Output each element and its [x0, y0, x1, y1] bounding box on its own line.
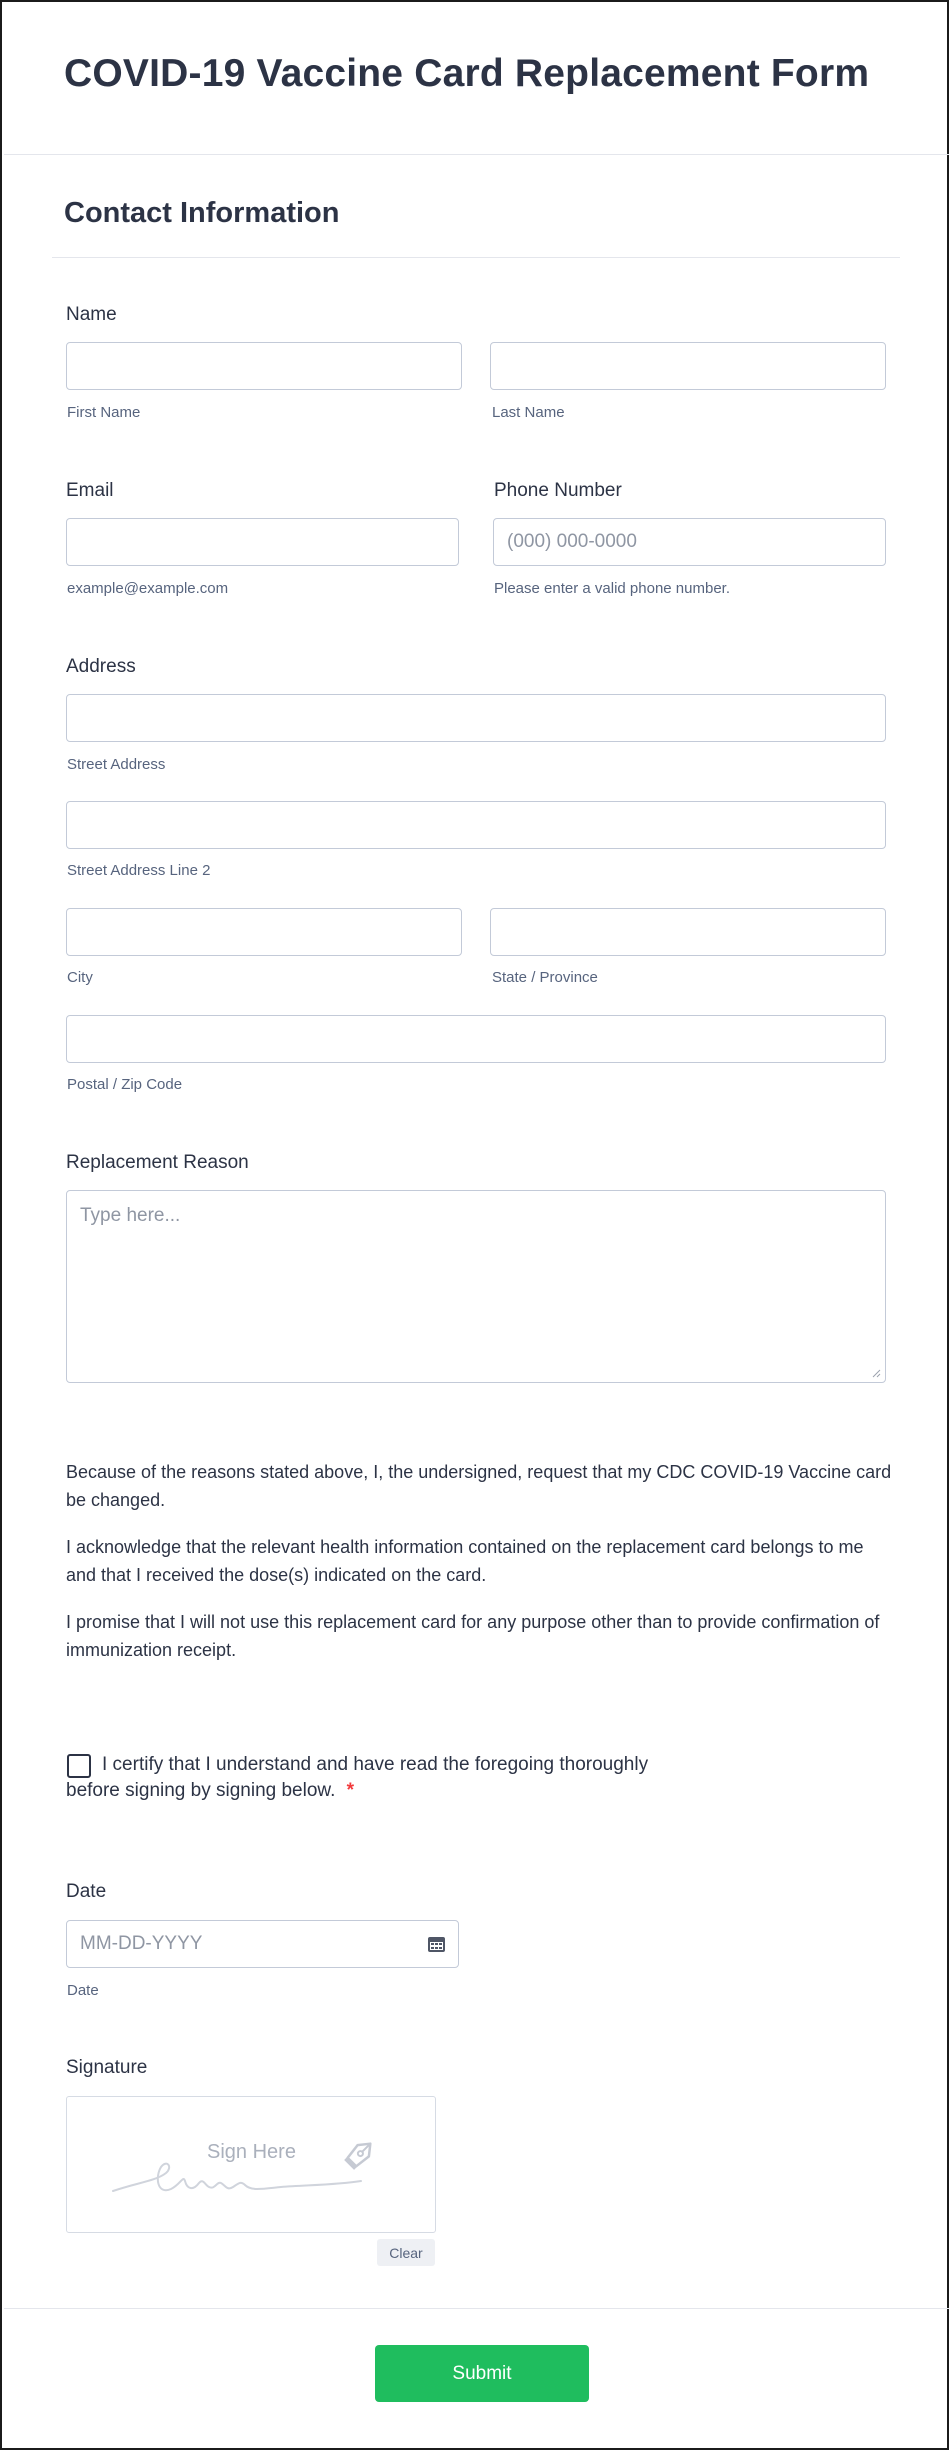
certify-text-line2: before signing by signing below.: [66, 1780, 336, 1801]
footer-divider: [4, 2308, 949, 2309]
date-input[interactable]: [66, 1920, 459, 1968]
zip-code-input[interactable]: [66, 1015, 886, 1063]
phone-input[interactable]: [493, 518, 886, 566]
replacement-reason-label: Replacement Reason: [66, 1152, 249, 1173]
name-label: Name: [66, 304, 117, 325]
submit-button[interactable]: Submit: [375, 2345, 589, 2402]
street-address-sublabel: Street Address: [67, 756, 166, 773]
certify-text-line1: I certify that I understand and have read the foregoing thoroughly: [102, 1754, 649, 1775]
phone-label: Phone Number: [494, 480, 622, 501]
signature-pad[interactable]: [66, 2096, 436, 2233]
statement-paragraph-3: I promise that I will not use this replacement card for any purpose other than to provide confirmation of immunization receipt.: [66, 1612, 880, 1660]
header-divider: [4, 154, 949, 155]
phone-sublabel: Please enter a valid phone number.: [494, 580, 730, 597]
email-sublabel: example@example.com: [67, 580, 229, 597]
zip-code-sublabel: Postal / Zip Code: [67, 1076, 183, 1093]
resize-handle-icon[interactable]: [872, 1369, 881, 1378]
phone-placeholder: (000) 000-0000: [507, 531, 637, 552]
replacement-reason-placeholder: Type here...: [80, 1205, 181, 1226]
last-name-sublabel: Last Name: [492, 404, 565, 421]
certify-checkbox[interactable]: [67, 1754, 91, 1778]
date-label: Date: [66, 1881, 107, 1902]
first-name-sublabel: First Name: [67, 404, 141, 421]
state-input[interactable]: [490, 908, 886, 956]
email-label: Email: [66, 480, 114, 501]
pen-nib-icon: [339, 2135, 379, 2175]
state-sublabel: State / Province: [492, 969, 598, 986]
first-name-input[interactable]: [66, 342, 462, 390]
signature-hint: Sign Here: [207, 2141, 296, 2163]
last-name-input[interactable]: [490, 342, 886, 390]
date-sublabel: Date: [67, 1982, 99, 1999]
form-title: COVID-19 Vaccine Card Replacement Form: [64, 52, 870, 95]
calendar-icon[interactable]: [427, 1935, 446, 1954]
date-placeholder: MM-DD-YYYY: [80, 1933, 203, 1954]
section-title: Contact Information: [64, 197, 340, 229]
address-label: Address: [66, 656, 136, 677]
statement-paragraph-1: Because of the reasons stated above, I, the undersigned, request that my CDC COVID-19 Vaccine card be changed.: [66, 1462, 892, 1510]
street-address-line2-sublabel: Street Address Line 2: [67, 862, 211, 879]
clear-signature-button[interactable]: Clear: [377, 2239, 435, 2266]
street-address-input[interactable]: [66, 694, 886, 742]
signature-label: Signature: [66, 2057, 148, 2078]
street-address-line2-input[interactable]: [66, 801, 886, 849]
city-input[interactable]: [66, 908, 462, 956]
email-input[interactable]: [66, 518, 459, 566]
certify-text-line2-wrap: [66, 1780, 354, 1802]
city-sublabel: City: [67, 969, 93, 986]
section-divider: [52, 257, 900, 258]
required-asterisk: *: [346, 1780, 355, 1801]
statement-paragraph-2: I acknowledge that the relevant health information contained on the replacement card belongs to me and that I received the dose(s) indicated on the card.: [66, 1537, 864, 1585]
replacement-reason-textarea[interactable]: [66, 1190, 886, 1383]
